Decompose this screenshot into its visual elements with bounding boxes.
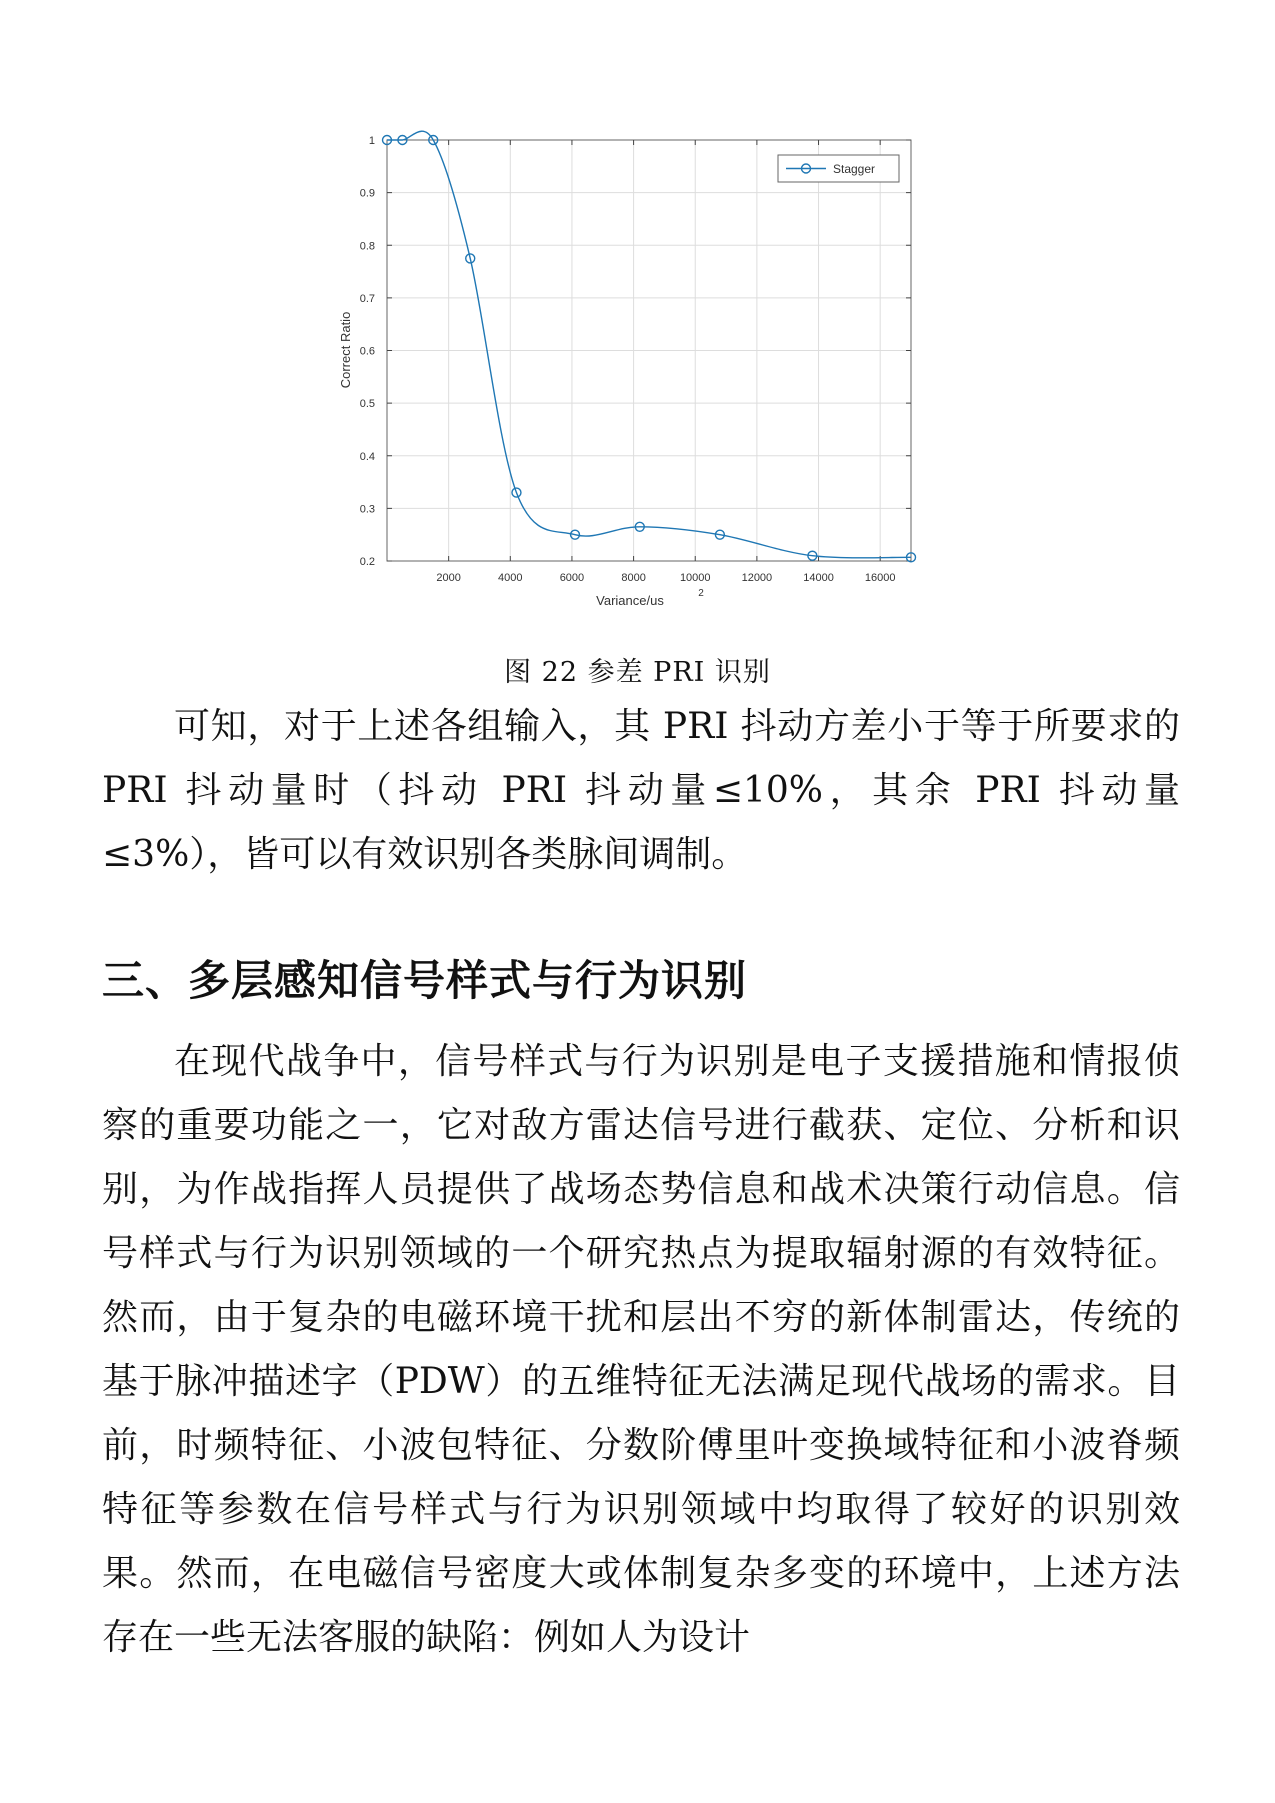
x-axis-ticks xyxy=(436,140,895,584)
legend xyxy=(778,155,899,182)
x-tick-label: 10000 xyxy=(679,572,711,584)
y-tick-label: 0.3 xyxy=(359,503,375,516)
x-tick-label: 4000 xyxy=(498,572,523,584)
x-axis-label-superscript: 2 xyxy=(698,588,704,599)
series-stagger xyxy=(383,131,916,562)
y-tick-label: 0.5 xyxy=(359,398,375,411)
y-axis-label: Correct Ratio xyxy=(338,311,353,389)
paragraph-2-block xyxy=(102,1030,1180,1670)
paragraph-1: 可知，对于上述各组输入，其 PRI 抖动方差小于等于所要求的 PRI 抖动量时（抖动 PRI 抖动量≤10%，其余 PRI 抖动量≤3%），皆可以有效识别各类脉间调制。 xyxy=(102,706,1180,875)
y-tick-label: 0.4 xyxy=(359,450,375,463)
chart-grid xyxy=(387,140,911,561)
x-axis-label: Variance/us xyxy=(596,593,664,608)
x-tick-label: 8000 xyxy=(621,572,646,584)
x-tick-label: 14000 xyxy=(803,572,834,584)
y-tick-label: 0.9 xyxy=(359,187,375,200)
section-heading: 三、多层感知信号样式与行为识别 xyxy=(102,956,748,1005)
figure-caption: 图 22 参差 PRI 识别 xyxy=(504,657,771,688)
correct-ratio-chart xyxy=(330,120,930,630)
paragraph-2: 在现代战争中，信号样式与行为识别是电子支援措施和情报侦察的重要功能之一，它对敌方雷达信号进行截获、定位、分析和识别，为作战指挥人员提供了战场态势信息和战术决策行动信息。信号样式与行为识别领域的一个研究热点为提取辐射源的有效特征。然而，由于复杂的电磁环境干扰和层出不穷的新体制雷达，传统的基于脉冲描述字（PDW）的五维特征无法满足现代战场的需求。目前，时频特征、小波包特征、分数阶傅里叶变换域特征和小波脊频特征等参数在信号样式与行为识别领域中均取得了较好的识别效果。然而，在电磁信号密度大或体制复杂多变的环境中，上述方法存在一些无法客服的缺陷：例如人为设计 xyxy=(102,1041,1180,1658)
paragraph-1-block xyxy=(102,695,1180,887)
series-line xyxy=(387,131,911,558)
y-axis-ticks xyxy=(360,135,911,568)
y-tick-label: 0.2 xyxy=(359,556,375,568)
x-tick-label: 16000 xyxy=(864,572,896,584)
y-tick-label: 0.8 xyxy=(359,240,375,253)
y-tick-label: 0.7 xyxy=(359,292,375,305)
x-tick-label: 6000 xyxy=(559,572,585,584)
y-tick-label: 0.6 xyxy=(359,345,375,358)
legend-label: Stagger xyxy=(833,162,876,176)
x-tick-label: 12000 xyxy=(741,572,773,584)
x-tick-label: 2000 xyxy=(436,572,461,584)
y-tick-label: 1 xyxy=(368,135,375,147)
